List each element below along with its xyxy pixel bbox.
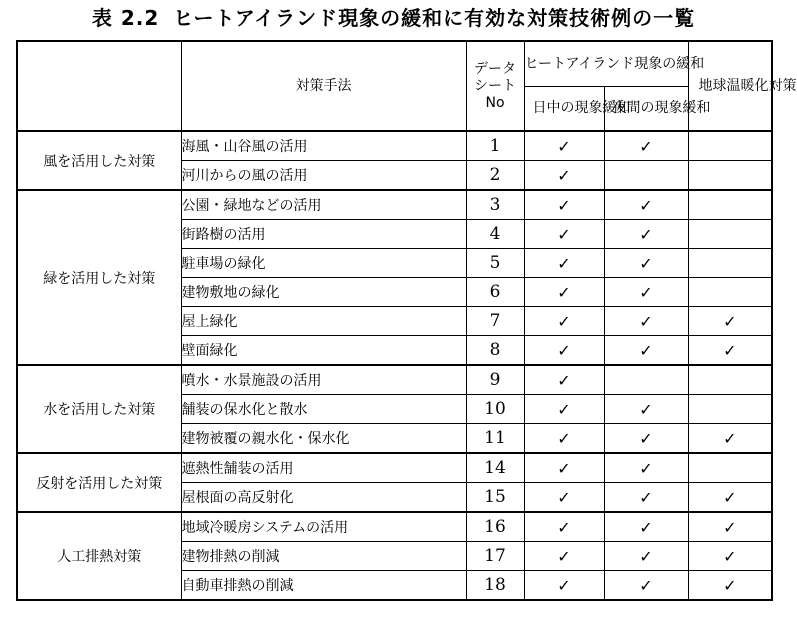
check-mark-icon: ✓ (639, 282, 653, 302)
table-number: 表 2.2 (91, 6, 160, 30)
header-category-blank (17, 41, 181, 131)
check-mark-icon: ✓ (723, 487, 737, 507)
check-mark-icon: ✓ (557, 136, 571, 156)
daytime-check-cell (524, 395, 604, 424)
check-mark-icon: ✓ (639, 428, 653, 448)
method-cell: 駐車場の緑化 (181, 249, 466, 278)
category-cell: 人工排熱対策 (17, 512, 181, 600)
check-mark-icon: ✓ (639, 517, 653, 537)
daytime-check-cell (524, 190, 604, 220)
check-mark-icon: ✓ (557, 399, 571, 419)
method-cell: 壁面緑化 (181, 336, 466, 366)
daytime-check-cell (524, 453, 604, 483)
daytime-check-cell (524, 483, 604, 513)
global-warming-check-cell (688, 365, 772, 395)
check-mark-icon: ✓ (639, 136, 653, 156)
global-warming-check-cell (688, 512, 772, 542)
group-1 (17, 190, 772, 365)
check-mark-icon: ✓ (723, 428, 737, 448)
check-mark-icon: ✓ (557, 253, 571, 273)
method-cell: 建物敷地の緑化 (181, 278, 466, 307)
method-cell: 海風・山谷風の活用 (181, 131, 466, 161)
nighttime-check-cell (604, 220, 688, 249)
global-warming-check-cell (688, 571, 772, 601)
global-warming-check-cell (688, 395, 772, 424)
global-warming-check-cell (688, 190, 772, 220)
daytime-check-cell (524, 278, 604, 307)
nighttime-check-cell (604, 395, 688, 424)
sheet-no-cell: 11 (466, 424, 524, 454)
method-cell: 建物排熱の削減 (181, 542, 466, 571)
nighttime-check-cell (604, 307, 688, 336)
sheet-no-cell: 2 (466, 161, 524, 191)
check-mark-icon: ✓ (557, 458, 571, 478)
sheet-no-cell: 18 (466, 571, 524, 601)
method-cell: 屋上緑化 (181, 307, 466, 336)
method-cell: 地域冷暖房システムの活用 (181, 512, 466, 542)
check-mark-icon: ✓ (557, 487, 571, 507)
nighttime-check-cell (604, 249, 688, 278)
sheet-no-cell: 9 (466, 365, 524, 395)
daytime-check-cell (524, 161, 604, 191)
daytime-check-cell (524, 571, 604, 601)
check-mark-icon: ✓ (639, 399, 653, 419)
sheet-no-cell: 5 (466, 249, 524, 278)
table-row (17, 453, 772, 483)
method-cell: 舗装の保水化と散水 (181, 395, 466, 424)
check-mark-icon: ✓ (557, 575, 571, 595)
daytime-check-cell (524, 336, 604, 366)
countermeasure-table (16, 40, 797, 601)
global-warming-check-cell (688, 307, 772, 336)
check-mark-icon: ✓ (557, 165, 571, 185)
sheet-no-cell: 14 (466, 453, 524, 483)
table-row (17, 190, 772, 220)
check-mark-icon: ✓ (639, 253, 653, 273)
check-mark-icon: ✓ (723, 575, 737, 595)
check-mark-icon: ✓ (639, 340, 653, 360)
check-mark-icon: ✓ (557, 224, 571, 244)
method-cell: 街路樹の活用 (181, 220, 466, 249)
global-warming-check-cell (688, 278, 772, 307)
nighttime-check-cell (604, 278, 688, 307)
check-mark-icon: ✓ (639, 311, 653, 331)
group-0 (17, 131, 772, 190)
check-mark-icon: ✓ (557, 340, 571, 360)
check-mark-icon: ✓ (723, 340, 737, 360)
check-mark-icon: ✓ (557, 517, 571, 537)
sheet-no-cell: 10 (466, 395, 524, 424)
method-cell: 遮熱性舗装の活用 (181, 453, 466, 483)
check-mark-icon: ✓ (557, 311, 571, 331)
sheet-no-cell: 3 (466, 190, 524, 220)
method-cell: 噴水・水景施設の活用 (181, 365, 466, 395)
sheet-no-cell: 15 (466, 483, 524, 513)
daytime-check-cell (524, 220, 604, 249)
category-cell: 緑を活用した対策 (17, 190, 181, 365)
nighttime-check-cell (604, 424, 688, 454)
global-warming-check-cell (688, 483, 772, 513)
global-warming-check-cell (688, 161, 772, 191)
nighttime-check-cell (604, 453, 688, 483)
method-cell: 建物被覆の親水化・保水化 (181, 424, 466, 454)
header-nighttime: 夜間の現象緩和 (604, 87, 688, 132)
nighttime-check-cell (604, 512, 688, 542)
table-row (17, 131, 772, 161)
nighttime-check-cell (604, 571, 688, 601)
header-method: 対策手法 (181, 41, 466, 131)
sheet-no-cell: 4 (466, 220, 524, 249)
nighttime-check-cell (604, 542, 688, 571)
check-mark-icon: ✓ (639, 458, 653, 478)
daytime-check-cell (524, 542, 604, 571)
header-daytime: 日中の現象緩和 (524, 87, 604, 132)
nighttime-check-cell (604, 190, 688, 220)
check-mark-icon: ✓ (639, 546, 653, 566)
daytime-check-cell (524, 249, 604, 278)
daytime-check-cell (524, 307, 604, 336)
nighttime-check-cell (604, 161, 688, 191)
check-mark-icon: ✓ (723, 311, 737, 331)
global-warming-check-cell (688, 220, 772, 249)
check-mark-icon: ✓ (557, 370, 571, 390)
check-mark-icon: ✓ (639, 195, 653, 215)
header-data-sheet-line3: No (485, 94, 505, 111)
daytime-check-cell (524, 424, 604, 454)
table-row (17, 512, 772, 542)
sheet-no-cell: 8 (466, 336, 524, 366)
check-mark-icon: ✓ (557, 428, 571, 448)
table-row (17, 365, 772, 395)
global-warming-check-cell (688, 542, 772, 571)
nighttime-check-cell (604, 483, 688, 513)
check-mark-icon: ✓ (723, 546, 737, 566)
category-cell: 反射を活用した対策 (17, 453, 181, 512)
global-warming-check-cell (688, 424, 772, 454)
header-data-sheet-line2: シート (474, 77, 516, 94)
sheet-no-cell: 17 (466, 542, 524, 571)
category-cell: 水を活用した対策 (17, 365, 181, 453)
check-mark-icon: ✓ (639, 487, 653, 507)
header-row (17, 41, 772, 87)
method-cell: 公園・緑地などの活用 (181, 190, 466, 220)
group-3 (17, 453, 772, 512)
nighttime-check-cell (604, 131, 688, 161)
category-cell: 風を活用した対策 (17, 131, 181, 190)
check-mark-icon: ✓ (557, 282, 571, 302)
sheet-no-cell: 1 (466, 131, 524, 161)
check-mark-icon: ✓ (557, 195, 571, 215)
global-warming-check-cell (688, 336, 772, 366)
header-global-warming: 地球温暖化対策 (688, 41, 772, 131)
table-title (0, 4, 787, 32)
sheet-no-cell: 6 (466, 278, 524, 307)
sheet-no-cell: 7 (466, 307, 524, 336)
global-warming-check-cell (688, 453, 772, 483)
table-title-text: ヒートアイランド現象の緩和に有効な対策技術例の一覧 (173, 6, 696, 30)
global-warming-check-cell (688, 131, 772, 161)
header-mitigation: ヒートアイランド現象の緩和 (524, 41, 688, 87)
check-mark-icon: ✓ (639, 575, 653, 595)
nighttime-check-cell (604, 365, 688, 395)
header-data-sheet-line1: データ (474, 60, 516, 77)
global-warming-check-cell (688, 249, 772, 278)
header-data-sheet-no (466, 41, 524, 131)
sheet-no-cell: 16 (466, 512, 524, 542)
nighttime-check-cell (604, 336, 688, 366)
group-4 (17, 512, 772, 600)
group-2 (17, 365, 772, 453)
check-mark-icon: ✓ (557, 546, 571, 566)
daytime-check-cell (524, 131, 604, 161)
check-mark-icon: ✓ (639, 224, 653, 244)
method-cell: 自動車排熱の削減 (181, 571, 466, 601)
method-cell: 河川からの風の活用 (181, 161, 466, 191)
method-cell: 屋根面の高反射化 (181, 483, 466, 513)
daytime-check-cell (524, 512, 604, 542)
check-mark-icon: ✓ (723, 517, 737, 537)
daytime-check-cell (524, 365, 604, 395)
